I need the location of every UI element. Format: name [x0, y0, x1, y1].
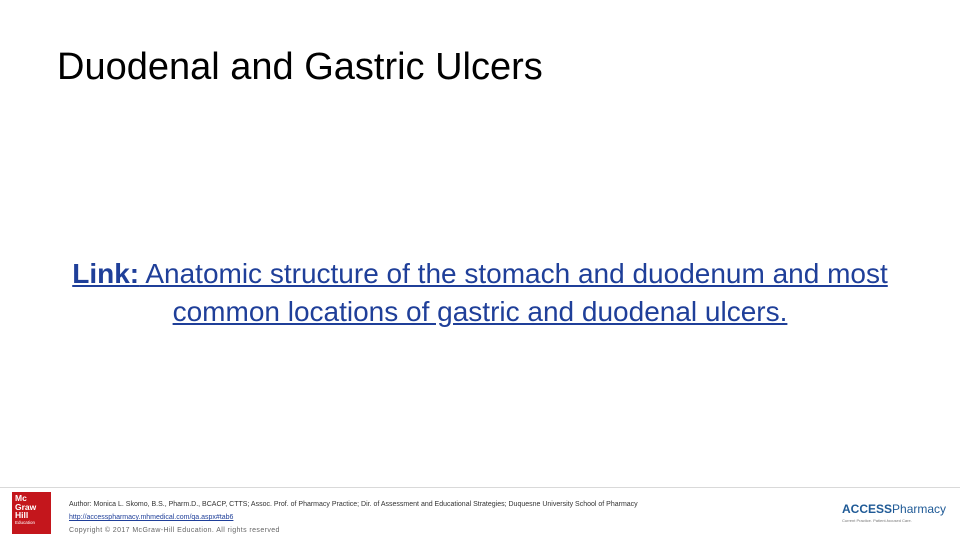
copyright-notice: Copyright © 2017 McGraw-Hill Education. All rights reserved — [69, 527, 280, 534]
brand-name — [842, 502, 948, 516]
source-url-link[interactable]: http://accesspharmacy.mhmedical.com/qa.aspx#tab6 — [69, 514, 234, 521]
ulcer-anatomy-link[interactable] — [72, 258, 888, 327]
brand-tagline: Current Practice. Patient-focused Care. — [842, 518, 912, 523]
ulcer-anatomy-link-block — [40, 255, 920, 331]
footer-credits — [69, 498, 638, 537]
logo-line-4: Education — [15, 519, 36, 525]
footer-divider — [0, 487, 960, 488]
mcgraw-hill-logo — [12, 492, 51, 534]
link-prefix: Link: — [72, 258, 140, 289]
link-text: Anatomic structure of the stomach and duodenum and most common locations of gastric and duodenal ulcers. — [139, 258, 888, 327]
brand-pharmacy: Pharmacy — [892, 502, 947, 516]
accesspharmacy-logo — [842, 502, 948, 530]
brand-access: ACCESS — [842, 502, 893, 516]
author-credit: Author: Monica L. Skomo, B.S., Pharm.D., BCACP, CTTS; Assoc. Prof. of Pharmacy Practice; Dir. of Assessment and Educational Strategies; Duquesne University School of Pharmacy — [69, 501, 638, 508]
slide-title: Duodenal and Gastric Ulcers — [57, 46, 543, 88]
logo-line-3: Hill — [15, 510, 29, 520]
logo-line-2: Graw — [15, 501, 37, 512]
logo-line-1: Mc — [15, 493, 27, 503]
